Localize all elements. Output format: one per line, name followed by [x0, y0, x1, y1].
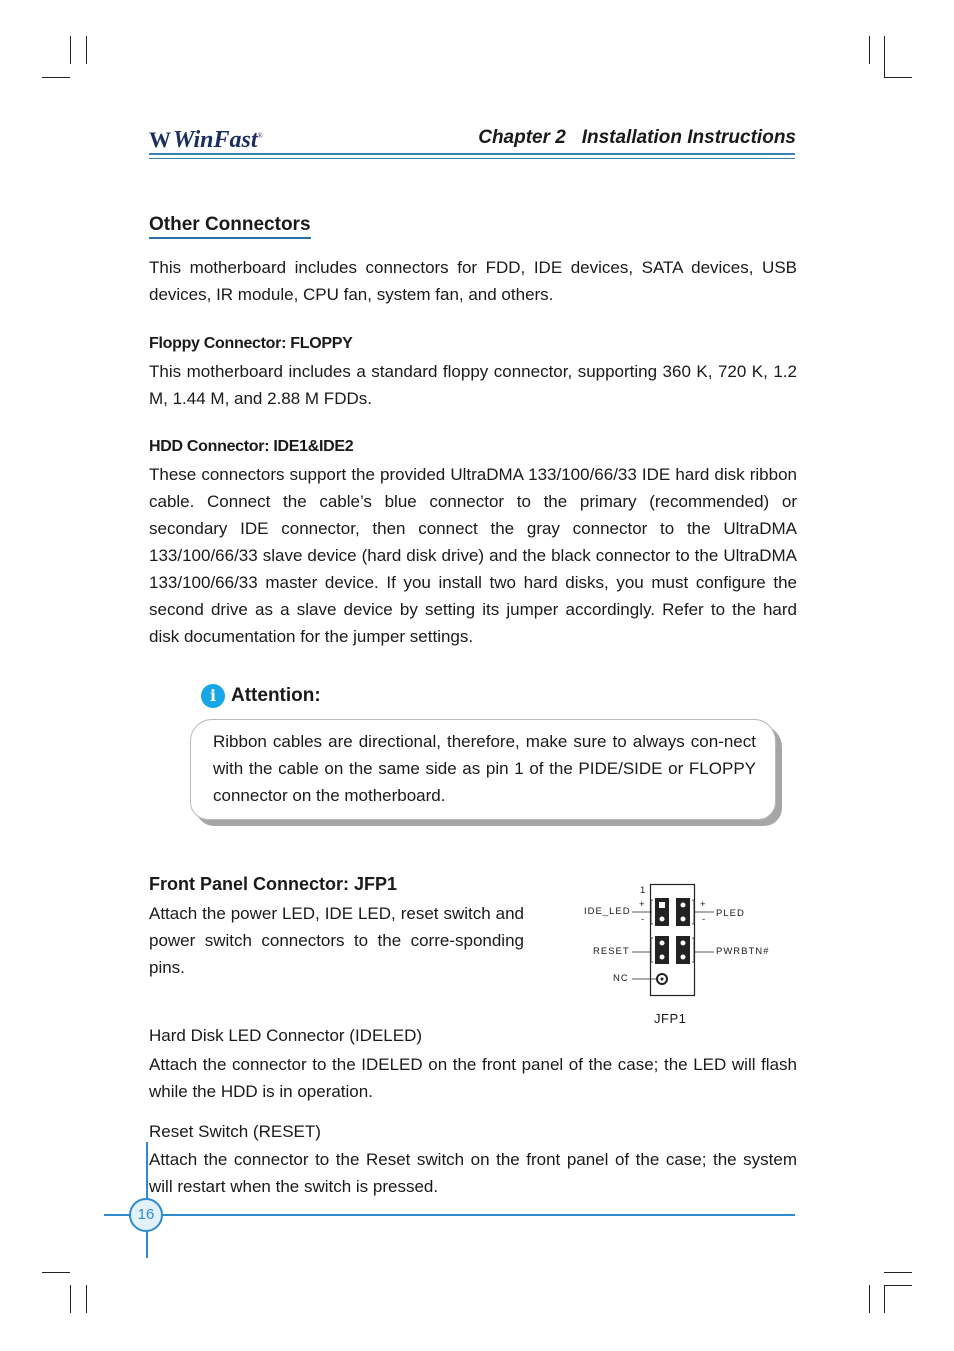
pin [681, 955, 686, 960]
intro-paragraph: This motherboard includes connectors for FDD, IDE devices, SATA devices, USB devices, IR module, CPU fan, system fan, and others. [149, 258, 797, 304]
pin-block [655, 936, 669, 964]
attention-text: Ribbon cables are directional, therefore, make sure to always con-nect with the cable on the same side as pin 1 of the PIDE/SIDE or FLOPPY connector on the motherboard. [213, 732, 756, 805]
pin [681, 917, 686, 922]
floppy-paragraph: This motherboard includes a standard floppy connector, supporting 360 K, 720 K, 1.2 M, 1.44 M, and 2.88 M FDDs. [149, 362, 797, 408]
pin [660, 917, 665, 922]
chapter-title: Chapter 2 Installation Instructions [478, 127, 796, 148]
reset-heading: Reset Switch (RESET) [149, 1122, 321, 1141]
pin-block [676, 898, 690, 926]
pin [681, 941, 686, 946]
crop-mark [86, 36, 87, 64]
crop-mark [70, 1285, 71, 1313]
pled-label: PLED [716, 908, 745, 919]
page-number: 16 [129, 1198, 163, 1232]
ideled-paragraph: Attach the connector to the IDELED on the front panel of the case; the LED will flash while the HDD is in operation. [149, 1055, 797, 1101]
crop-mark [884, 1285, 885, 1313]
pin [681, 903, 686, 908]
pin [660, 955, 665, 960]
bracket-left [651, 938, 653, 962]
pled-plus: + [700, 899, 707, 910]
bracket-right [692, 900, 694, 924]
header-rule-thin [149, 158, 795, 159]
ide-led-plus: + [639, 899, 646, 910]
registered-mark: ® [257, 132, 263, 140]
crop-mark [884, 1285, 912, 1286]
hdd-heading: HDD Connector: IDE1&IDE2 [149, 438, 354, 455]
crop-mark [42, 1272, 70, 1273]
crop-mark [884, 77, 912, 78]
ide-led-minus: - [641, 914, 646, 925]
jfp1-diagram [580, 878, 790, 1003]
hdd-paragraph: These connectors support the provided UltraDMA 133/100/66/33 IDE hard disk ribbon cable. Connect the cable’s blue connector to the primary (recommended) or secondary IDE connector, then connect the gray connector to the UltraDMA 133/100/66/33 slave device (hard disk drive) and the black connector to the UltraDMA 133/100/66/33 master device. If you install two hard disks, you must configure the second drive as a slave device by setting its jumper accordingly. Refer to the hard disk documentation for the jumper settings. [149, 465, 797, 646]
logo-mark: W [149, 127, 165, 152]
floppy-heading: Floppy Connector: FLOPPY [149, 335, 353, 352]
nc-label: NC [613, 973, 629, 984]
crop-mark [869, 36, 870, 64]
ide-led-label: IDE_LED [584, 906, 631, 917]
bracket-right [692, 938, 694, 962]
reset-paragraph: Attach the connector to the Reset switch on the front panel of the case; the system will restart when the switch is pressed. [149, 1150, 797, 1196]
front-panel-heading: Front Panel Connector: JFP1 [149, 874, 398, 894]
header-rule [149, 153, 795, 155]
crop-mark [42, 77, 70, 78]
winfast-logo [149, 127, 263, 154]
crop-mark [884, 36, 885, 77]
crop-mark [869, 1285, 870, 1313]
pled-minus: - [702, 914, 707, 925]
footer-rule [104, 1214, 795, 1216]
pwrbtn-label: PWRBTN# [716, 946, 770, 957]
pin1-label: 1 [640, 885, 647, 896]
jfp1-caption: JFP1 [654, 1011, 687, 1026]
info-icon: i [201, 684, 225, 708]
attention-title: Attention: [231, 685, 321, 706]
logo-text: WinFast [173, 127, 258, 153]
pin-1-square [659, 902, 665, 908]
crop-mark [86, 1285, 87, 1313]
crop-mark [70, 36, 71, 64]
ideled-heading: Hard Disk LED Connector (IDELED) [149, 1026, 423, 1045]
pin [660, 941, 665, 946]
reset-label: RESET [593, 946, 630, 957]
crop-mark [884, 1272, 912, 1273]
section-title: Other Connectors [149, 214, 311, 239]
front-panel-paragraph: Attach the power LED, IDE LED, reset switch and power switch connectors to the corre-sponding pins. [149, 904, 524, 977]
pin [661, 978, 664, 981]
pin-block [676, 936, 690, 964]
